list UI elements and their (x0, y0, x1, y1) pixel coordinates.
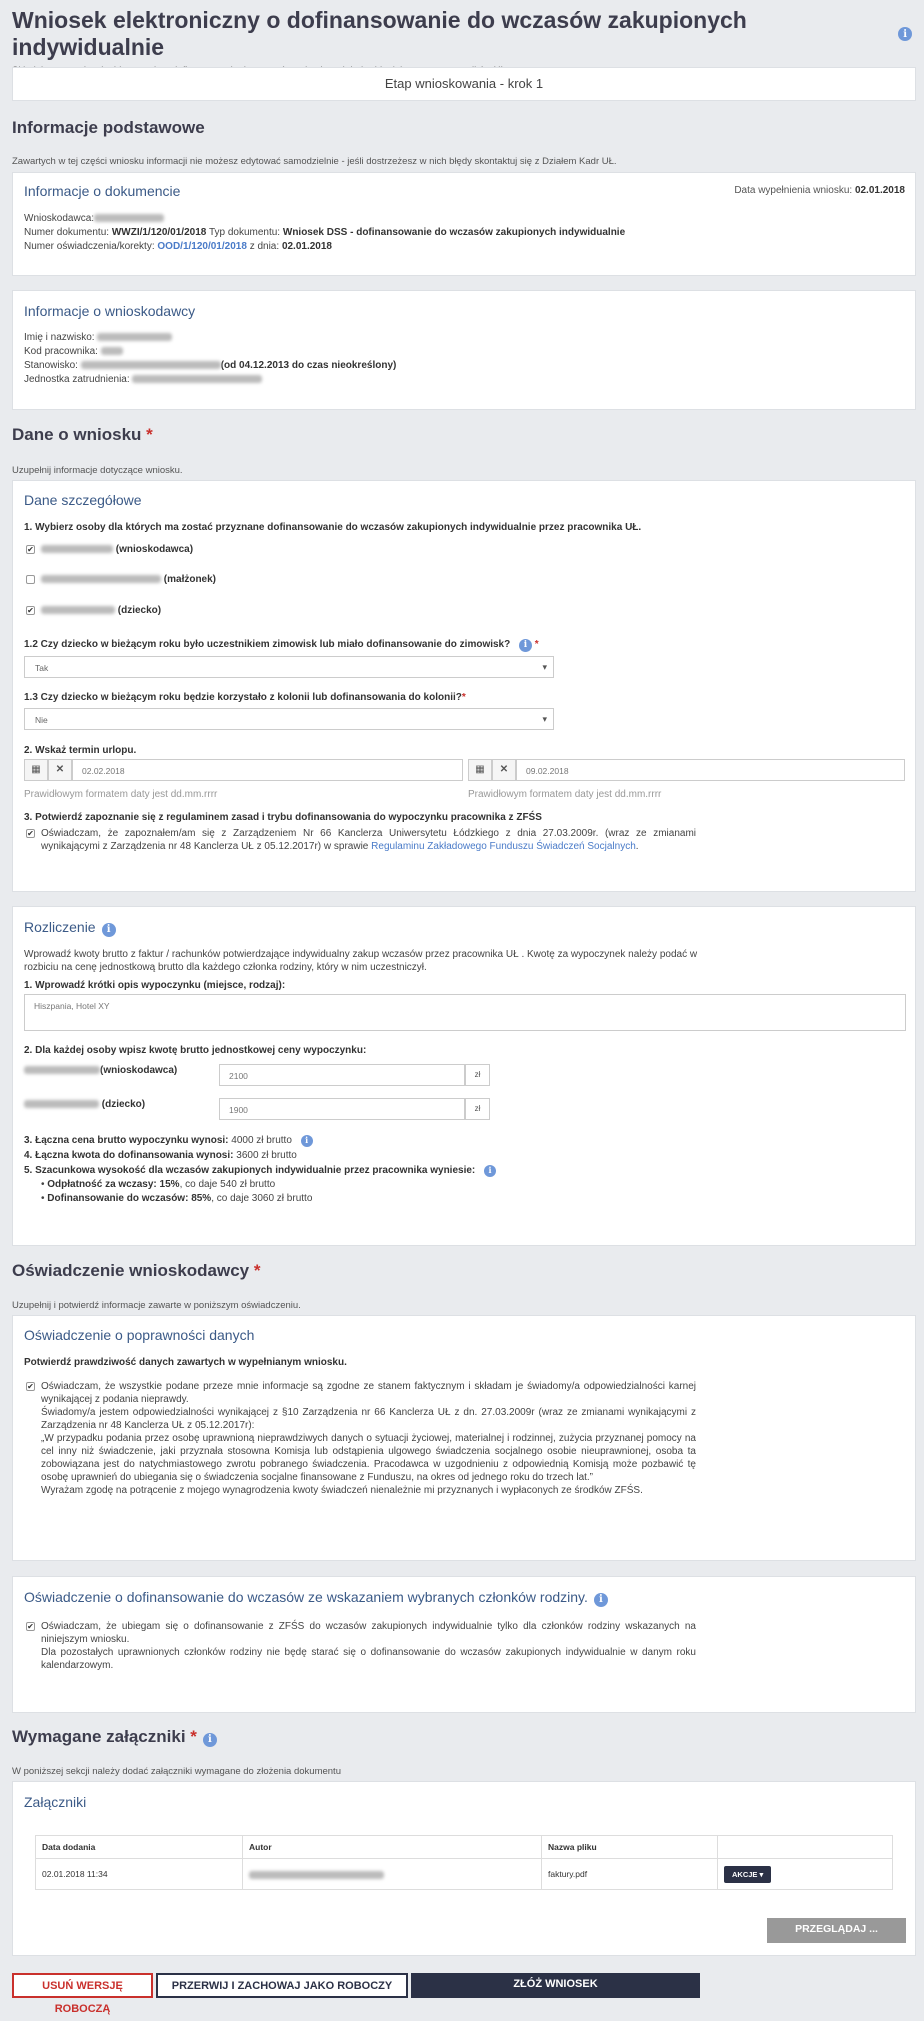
payment-bullet: • Odpłatność za wczasy: 15%, co daje 540 zł brutto (41, 1179, 276, 1190)
correctness-text: Oświadczam, że wszystkie podane przeze mnie informacje są zgodne ze stanem faktycznym i składam je świadomy/a odpowiedzialności karnej wynikającej z podania nieprawdy. Świadomy/a jestem odpowiedzialności wynikającej z §10 Zarządzenia nr 66 Kanclerza UŁ z dn. 27.03.2009r (wraz ze zmianami wynikającymi z Zarządzenia nr 48 Kanclerza UŁ z 05.12.2017r): „W przypadku podania przez osobę uprawnioną nieprawdziwych danych o sytuacji życiowej, materialnej i rodzinnej, zużycia przyznanej pomocy na cel inny niż świadczenie, jaki przyznała stosowna Komisja lub odstąpienia ulgowego świadczenia socjalnego osobie nieuprawnionej, osoba ta zobowiązana jest do natychmiastowego zwrotu pobranego świadczenia. Pracodawca w uzgodnieniu z odpowiednią Komisją może pozbawić tę osobę uprawnień do ubiegania się o świadczenia socjalne finansowane z Funduszu, na okres od jednego roku do trzech lat.” Wyrażam zgodę na potrącenie z mojego wynagrodzenia kwoty świadczeń nienależnie mi przyznanych i wypłaconych ze środków ZFŚS. (41, 1381, 696, 1496)
q13-select[interactable]: Nie ▾ (24, 708, 554, 730)
details-title: Dane szczegółowe (24, 492, 142, 508)
family-text: Oświadczam, że ubiegam się o dofinansowanie z ZFŚS do wczasów zakupionych indywidualnie tylko dla członków rodziny wskazanych na niniejszym wniosku. Dla pozostałych uprawnionych członków rodziny nie będę starać się o dofinansowanie do wczasów zakupionych indywidualnie w danym roku kalendarzowym. (41, 1621, 696, 1671)
basic-note: Zawartych w tej części wniosku informacji nie możesz edytować samodzielnie - jeśli dostrzeżesz w nich błędy skontaktuj się z Działem Kadr UŁ. (12, 156, 617, 167)
date-to-hint: Prawidłowym formatem daty jest dd.mm.rrrr (468, 789, 662, 800)
employment-unit: Jednostka zatrudnienia: (24, 373, 262, 386)
table-header (36, 1836, 893, 1859)
total-funding: 4. Łączna kwota do dofinansowania wynosi: 3600 zł brutto (24, 1150, 297, 1161)
person-1-checkbox[interactable]: ✔ (27, 545, 34, 554)
applicant-info-title: Informacje o wnioskodawcy (24, 303, 196, 319)
attachments-title: Wymagane załączniki * i (12, 1727, 217, 1747)
statement-note: Uzupełnij i potwierdź informacje zawarte w poniższym oświadczeniu. (12, 1300, 301, 1311)
declaration-line: Numer oświadczenia/korekty: OOD/1/120/01/2018 z dnia: 02.01.2018 (24, 241, 332, 252)
date-from-hint: Prawidłowym formatem daty jest dd.mm.rrrr (24, 789, 218, 800)
correctness-confirm: Potwierdź prawdziwość danych zawartych w wypełnianym wniosku. (24, 1357, 347, 1368)
step-indicator: Etap wnioskowania - krok 1 (12, 67, 916, 101)
correctness-checkbox[interactable]: ✔ (27, 1382, 34, 1391)
q3-label: 3. Potwierdź zapoznanie się z regulaminem zasad i trybu dofinansowania do wypoczynku pracownika z ZFŚS (24, 812, 542, 823)
person-2-label: (małżonek) (41, 573, 216, 586)
estimate-label: 5. Szacunkowa wysokość dla wczasów zakupionych indywidualnie przez pracownika wyniesie: i (24, 1164, 496, 1177)
q12-select[interactable]: Tak ▾ (24, 656, 554, 678)
q1-label: 1. Wybierz osoby dla których ma zostać przyznane dofinansowanie do wczasów zakupionych indywidualnie przez pracownika UŁ. (24, 522, 642, 533)
applicant-name: Imię i nazwisko: (24, 331, 172, 344)
info-icon[interactable]: i (594, 1593, 608, 1607)
details-panel (12, 480, 916, 892)
attachments-panel-title: Załączniki (24, 1794, 87, 1810)
save-draft-button[interactable]: PRZERWIJ I ZACHOWAJ JAKO ROBOCZY (156, 1973, 408, 1998)
family-checkbox[interactable]: ✔ (27, 1622, 34, 1631)
clear-date-icon[interactable]: ✕ (492, 759, 516, 781)
basic-title: Informacje podstawowe (12, 118, 205, 137)
q12-label: 1.2 Czy dziecko w bieżącym roku było uczestnikiem zimowisk lub miało dofinansowanie do zimowisk? i * (24, 639, 539, 650)
actions-button[interactable]: AKCJE ▾ (724, 1866, 771, 1883)
q13-label: 1.3 Czy dziecko w bieżącym roku będzie korzystało z kolonii lub dofinansowania do kolonii?* (24, 692, 466, 703)
col-author: Autor (243, 1836, 542, 1859)
document-info-panel (12, 172, 916, 276)
info-icon[interactable]: i (203, 1733, 217, 1747)
employee-code: Kod pracownika: (24, 345, 123, 358)
data-title: Dane o wniosku * (12, 425, 153, 444)
person-3-label: (dziecko) (41, 604, 161, 617)
fill-date: Data wypełnienia wniosku: 02.01.2018 (734, 185, 905, 196)
person-1-amount-input[interactable]: 2100 (219, 1064, 465, 1086)
family-statement-title: Oświadczenie o dofinansowanie do wczasów ze wskazaniem wybranych członków rodziny. i (24, 1589, 608, 1607)
data-note: Uzupełnij informacje dotyczące wniosku. (12, 465, 183, 476)
correctness-panel (12, 1315, 916, 1561)
col-actions (718, 1836, 893, 1859)
correctness-title: Oświadczenie o poprawności danych (24, 1327, 255, 1343)
q2-label: 2. Wskaż termin urlopu. (24, 745, 137, 756)
calendar-icon[interactable]: ▦ (24, 759, 48, 781)
clear-date-icon[interactable]: ✕ (48, 759, 72, 781)
info-icon[interactable]: i (519, 639, 532, 652)
page-title: Wniosek elektroniczny o dofinansowanie do wczasów zakupionych indywidualnie i (12, 0, 912, 61)
person-2-amount-input[interactable]: 1900 (219, 1098, 465, 1120)
position: Stanowisko: (od 04.12.2013 do czas nieokreślony) (24, 360, 397, 371)
cell-date: 02.01.2018 11:34 (36, 1859, 243, 1890)
settle-q2-label: 2. Dla każdej osoby wpisz kwotę brutto jednostkowej ceny wypoczynku: (24, 1045, 367, 1056)
regulations-text: Oświadczam, że zapoznałem/am się z Zarządzeniem Nr 66 Kanclerza Uniwersytetu Łódzkiego z dnia 27.03.2009r. (wraz ze zmianami wynikającymi z Zarządzenia nr 48 Kanclerza UŁ z 05.12.2017r) w sprawie Regulaminu Zakładowego Funduszu Świadczeń Socjalnych. (41, 828, 696, 852)
settle-q1-label: 1. Wprowadź krótki opis wypoczynku (miejsce, rodzaj): (24, 980, 286, 991)
submit-button[interactable]: ZŁÓŻ WNIOSEK (411, 1973, 700, 1998)
document-info-title: Informacje o dokumencie (24, 183, 181, 199)
calendar-icon[interactable]: ▦ (468, 759, 492, 781)
col-date: Data dodania (36, 1836, 243, 1859)
settlement-title: Rozliczenie i (24, 919, 116, 937)
person-3-checkbox[interactable]: ✔ (27, 606, 34, 615)
cell-actions (718, 1859, 893, 1890)
person-1-amount-label: (wnioskodawca) (24, 1064, 177, 1077)
family-statement-panel (12, 1576, 916, 1713)
cell-file: faktury.pdf (542, 1859, 718, 1890)
attachments-panel (12, 1781, 916, 1956)
statement-title: Oświadczenie wnioskodawcy * (12, 1261, 261, 1280)
total-price: 3. Łączna cena brutto wypoczynku wynosi: 4000 zł brutto i (24, 1134, 313, 1147)
declaration-link[interactable]: OOD/1/120/01/2018 (157, 241, 247, 252)
col-file: Nazwa pliku (542, 1836, 718, 1859)
applicant-info-panel (12, 290, 916, 410)
description-textarea[interactable]: Hiszpania, Hotel XY (24, 994, 906, 1031)
table-row (36, 1859, 893, 1890)
info-icon[interactable]: i (301, 1135, 313, 1147)
document-number-line: Numer dokumentu: WWZI/1/120/01/2018 Typ dokumentu: Wniosek DSS - dofinansowanie do wczasów zakupionych indywidualnie (24, 227, 626, 238)
settlement-panel (12, 906, 916, 1246)
person-2-checkbox[interactable] (26, 575, 35, 584)
currency-addon: zł (465, 1064, 490, 1086)
date-from-input[interactable]: 02.02.2018 (72, 759, 463, 781)
attachments-table (35, 1835, 893, 1890)
cell-author (243, 1859, 542, 1890)
person-1-label: (wnioskodawca) (41, 543, 193, 556)
currency-addon: zł (465, 1098, 490, 1120)
delete-draft-button[interactable]: USUŃ WERSJĘ ROBOCZĄ (12, 1973, 153, 1998)
funding-bullet: • Dofinansowanie do wczasów: 85%, co daje 3060 zł brutto (41, 1193, 313, 1204)
info-icon[interactable]: i (898, 27, 912, 41)
browse-button[interactable]: PRZEGLĄDAJ ... (767, 1918, 906, 1943)
attachments-note: W poniższej sekcji należy dodać załączniki wymagane do złożenia dokumentu (12, 1766, 341, 1777)
regulations-link[interactable]: Regulaminu Zakładowego Funduszu Świadczeń Socjalnych (371, 841, 636, 852)
regulations-checkbox[interactable]: ✔ (27, 829, 34, 838)
info-icon[interactable]: i (102, 923, 116, 937)
person-2-amount-label: (dziecko) (24, 1098, 145, 1111)
date-to-input[interactable]: 09.02.2018 (516, 759, 905, 781)
applicant-line: Wnioskodawca: (24, 212, 164, 225)
info-icon[interactable]: i (484, 1165, 496, 1177)
settlement-intro: Wprowadź kwoty brutto z faktur / rachunków potwierdzające indywidualny zakup wczasów przez pracownika UŁ . Kwotę za wypoczynek należy podać w rozbiciu na cenę jednostkową brutto dla każdego członka rodziny, który w nim uczestniczył. (24, 949, 698, 973)
